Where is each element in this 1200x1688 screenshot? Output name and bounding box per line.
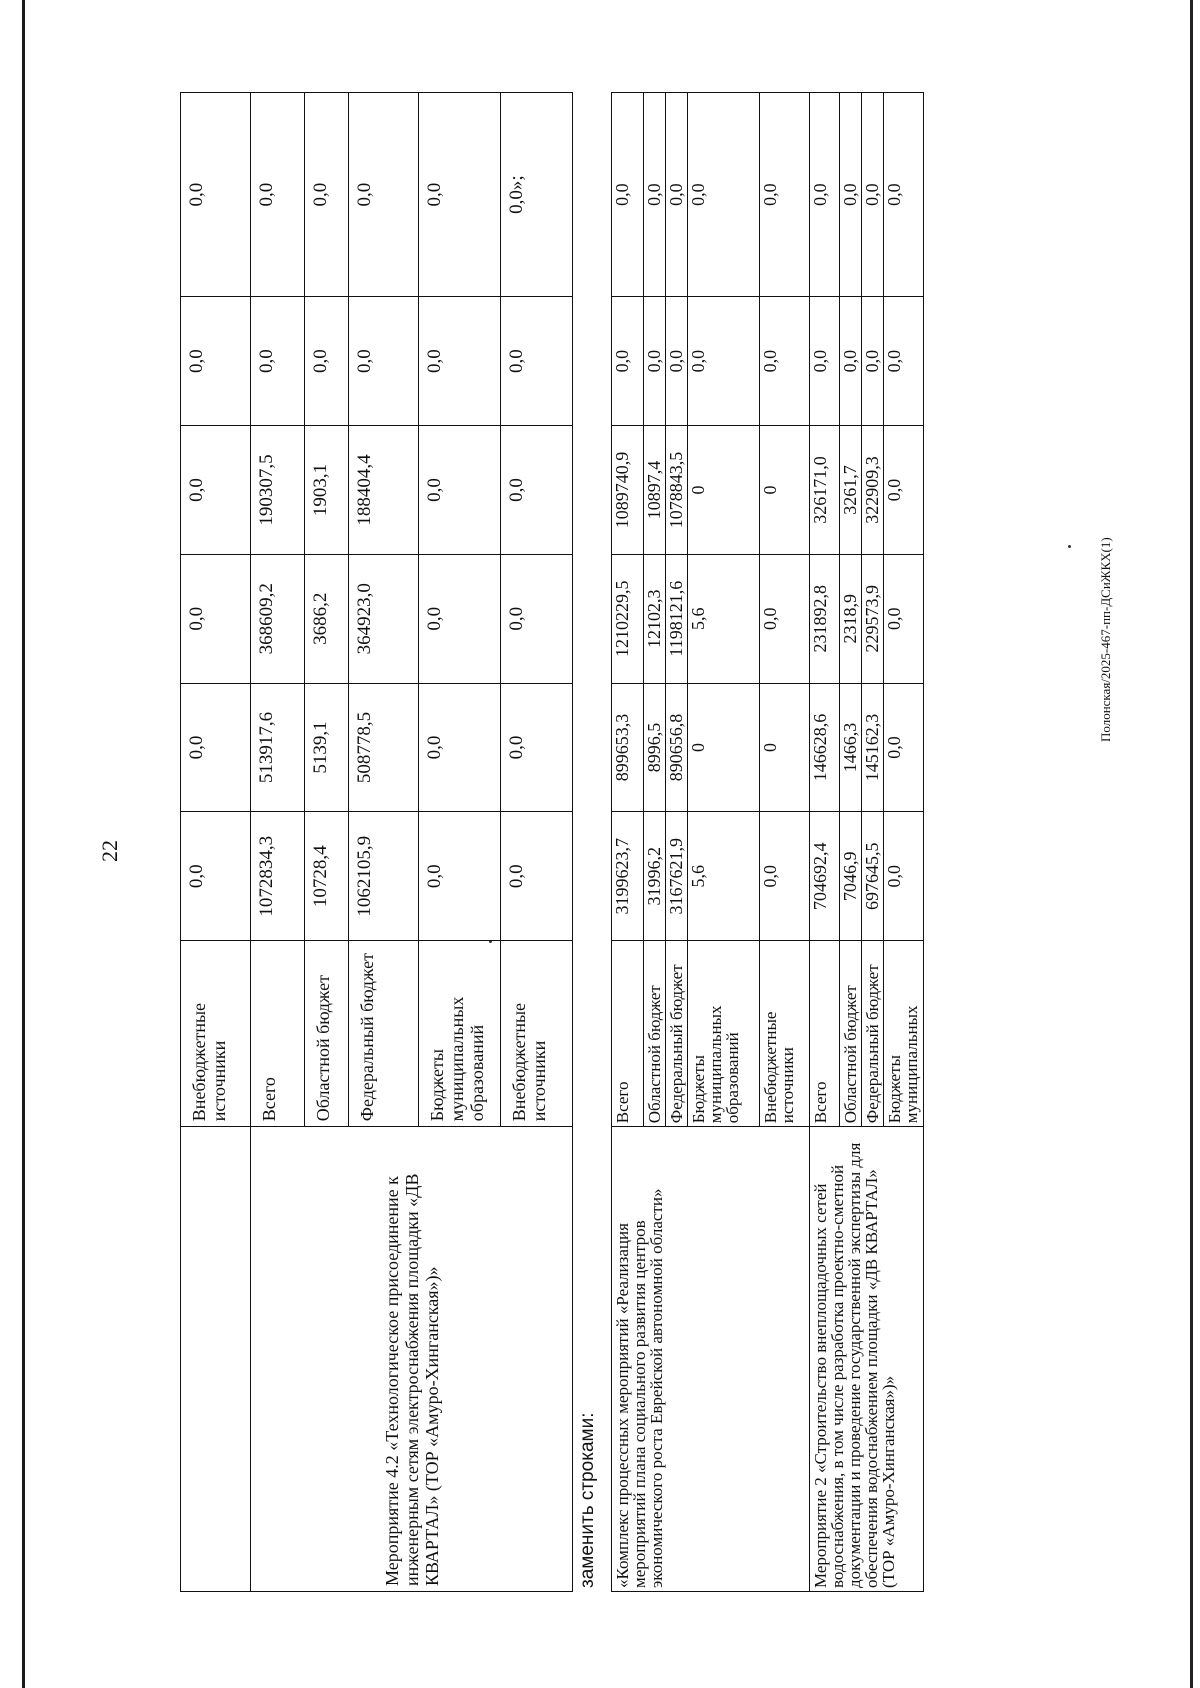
value-cell: 0,0 [305,297,349,426]
value-cell: 0,0 [251,297,305,426]
value-cell: 890656,8 [666,683,688,812]
value-cell: 0,0 [181,426,251,555]
scan-right-edge [1190,0,1193,1688]
value-cell: 1062105,9 [349,812,419,941]
value-cell: 1903,1 [305,426,349,555]
value-cell: 0,0 [419,683,501,812]
source-label: Всего [612,941,644,1127]
value-cell: 0,0 [810,93,840,297]
source-label: Бюджеты муниципальных образований [419,941,501,1127]
source-label: Всего [810,941,840,1127]
source-label: Бюджеты муниципальных образований [688,941,760,1127]
value-cell: 0,0 [612,93,644,297]
value-cell: 364923,0 [349,554,419,683]
value-cell: 697645,5 [862,812,884,941]
value-cell: 0 [688,426,760,555]
value-cell: 368609,2 [251,554,305,683]
source-label: Федеральный бюджет [666,941,688,1127]
value-cell: 146628,6 [810,683,840,812]
value-cell: 3167621,9 [666,812,688,941]
measure-description: Мероприятие 4.2 «Технологическое присоединение к инженерным сетям электроснабжения площадки «ДВ КВАРТАЛ» (ТОР «Амуро-Хинганская»)» [251,1127,573,1592]
value-cell: 0,0 [760,554,810,683]
value-cell: 0,0 [181,297,251,426]
value-cell: 0,0 [862,93,884,297]
value-cell: 0,0 [884,426,924,555]
value-cell: 1078843,5 [666,426,688,555]
value-cell: 2318,9 [840,554,862,683]
source-label: Внебюджетные источники [760,941,810,1127]
value-cell: 5,6 [688,812,760,941]
value-cell: 0,0 [644,93,666,297]
value-cell: 5,6 [688,554,760,683]
value-cell: 0,0 [840,93,862,297]
value-cell: 0,0 [501,683,573,812]
value-cell: 145162,3 [862,683,884,812]
value-cell: 229573,9 [862,554,884,683]
value-cell: 0,0 [501,812,573,941]
value-cell: 0,0 [884,297,924,426]
source-label: Федеральный бюджет [862,941,884,1127]
value-cell: 0,0 [305,93,349,297]
value-cell: 322909,3 [862,426,884,555]
measure-description: «Комплекс процессных мероприятий «Реализация мероприятий плана социального развития центров экономического роста Еврейской автономной области» [612,1127,810,1592]
value-cell: 0,0 [419,93,501,297]
value-cell: 190307,5 [251,426,305,555]
value-cell: 0,0 [181,683,251,812]
page-number: 22 [97,840,122,862]
table-row [612,93,644,1592]
replace-heading: заменить строками: [577,1412,598,1588]
value-cell: 326171,0 [810,426,840,555]
value-cell: 0,0 [612,297,644,426]
value-cell: 0,0 [760,93,810,297]
source-label: Областной бюджет [644,941,666,1127]
value-cell: 0,0 [760,297,810,426]
value-cell: 3261,7 [840,426,862,555]
value-cell: 704692,4 [810,812,840,941]
value-cell: 0,0 [181,554,251,683]
value-cell: 12102,3 [644,554,666,683]
value-cell: 0,0 [862,297,884,426]
value-cell: 0,0 [251,93,305,297]
value-cell: 0,0 [419,812,501,941]
value-cell: 1072834,3 [251,812,305,941]
source-label: Внебюджетные источники [501,941,573,1127]
value-cell: 3686,2 [305,554,349,683]
value-cell: 5139,1 [305,683,349,812]
source-label: Внебюджетные источники [181,941,251,1127]
value-cell: 1198121,6 [666,554,688,683]
table-row [810,93,840,1592]
value-cell: 0,0 [884,683,924,812]
value-cell: 0,0 [181,93,251,297]
value-cell: 0,0 [501,426,573,555]
value-cell: 0,0 [688,297,760,426]
rotated-content [180,92,1060,1592]
value-cell: 3199623,7 [612,812,644,941]
value-cell: 0,0 [688,93,760,297]
value-cell: 1210229,5 [612,554,644,683]
value-cell: 1466,3 [840,683,862,812]
source-label: Областной бюджет [840,941,862,1127]
value-cell: 513917,6 [251,683,305,812]
source-label: Всего [251,941,305,1127]
empty-cell [181,1127,251,1592]
value-cell: 0,0 [884,93,924,297]
value-cell: 0,0 [666,297,688,426]
source-label: Федеральный бюджет [349,941,419,1127]
value-cell: 0 [760,426,810,555]
value-cell: 10728,4 [305,812,349,941]
value-cell: 0,0 [501,297,573,426]
table-row [251,93,305,1592]
footer-document-code: Полонская/2025-467-пп-ДСиЖКХ(1) [1098,537,1113,742]
top-funding-table [180,92,573,1592]
value-cell: 0,0 [419,297,501,426]
value-cell: 0,0»; [501,93,573,297]
value-cell: 899653,3 [612,683,644,812]
value-cell: 0,0 [181,812,251,941]
value-cell: 0,0 [884,554,924,683]
measure-description: Мероприятие 2 «Строительство внеплощадочных сетей водоснабжения, в том числе разработка проектно-сметной документации и проведение государственной экспертизы для обеспечения водоснабжением площадки «ДВ КВАРТАЛ» (ТОР «Амуро-Хинганская»)» [810,1127,924,1592]
value-cell: 7046,9 [840,812,862,941]
value-cell: 508778,5 [349,683,419,812]
value-cell: 0,0 [666,93,688,297]
value-cell: 0,0 [810,297,840,426]
value-cell: 10897,4 [644,426,666,555]
value-cell: 0 [760,683,810,812]
value-cell: 0,0 [760,812,810,941]
value-cell: 0,0 [644,297,666,426]
value-cell: 31996,2 [644,812,666,941]
replacement-funding-table [611,92,924,1592]
value-cell: 0,0 [501,554,573,683]
value-cell: 8996,5 [644,683,666,812]
scan-speck [1068,545,1071,548]
value-cell: 0 [688,683,760,812]
source-label: Бюджеты муниципальных [884,941,924,1127]
value-cell: 0,0 [349,93,419,297]
value-cell: 1089740,9 [612,426,644,555]
value-cell: 0,0 [884,812,924,941]
value-cell: 188404,4 [349,426,419,555]
value-cell: 0,0 [349,297,419,426]
scan-left-edge [22,0,25,1688]
source-label: Областной бюджет [305,941,349,1127]
table-row [181,93,251,1592]
value-cell: 231892,8 [810,554,840,683]
value-cell: 0,0 [419,554,501,683]
value-cell: 0,0 [840,297,862,426]
value-cell: 0,0 [419,426,501,555]
